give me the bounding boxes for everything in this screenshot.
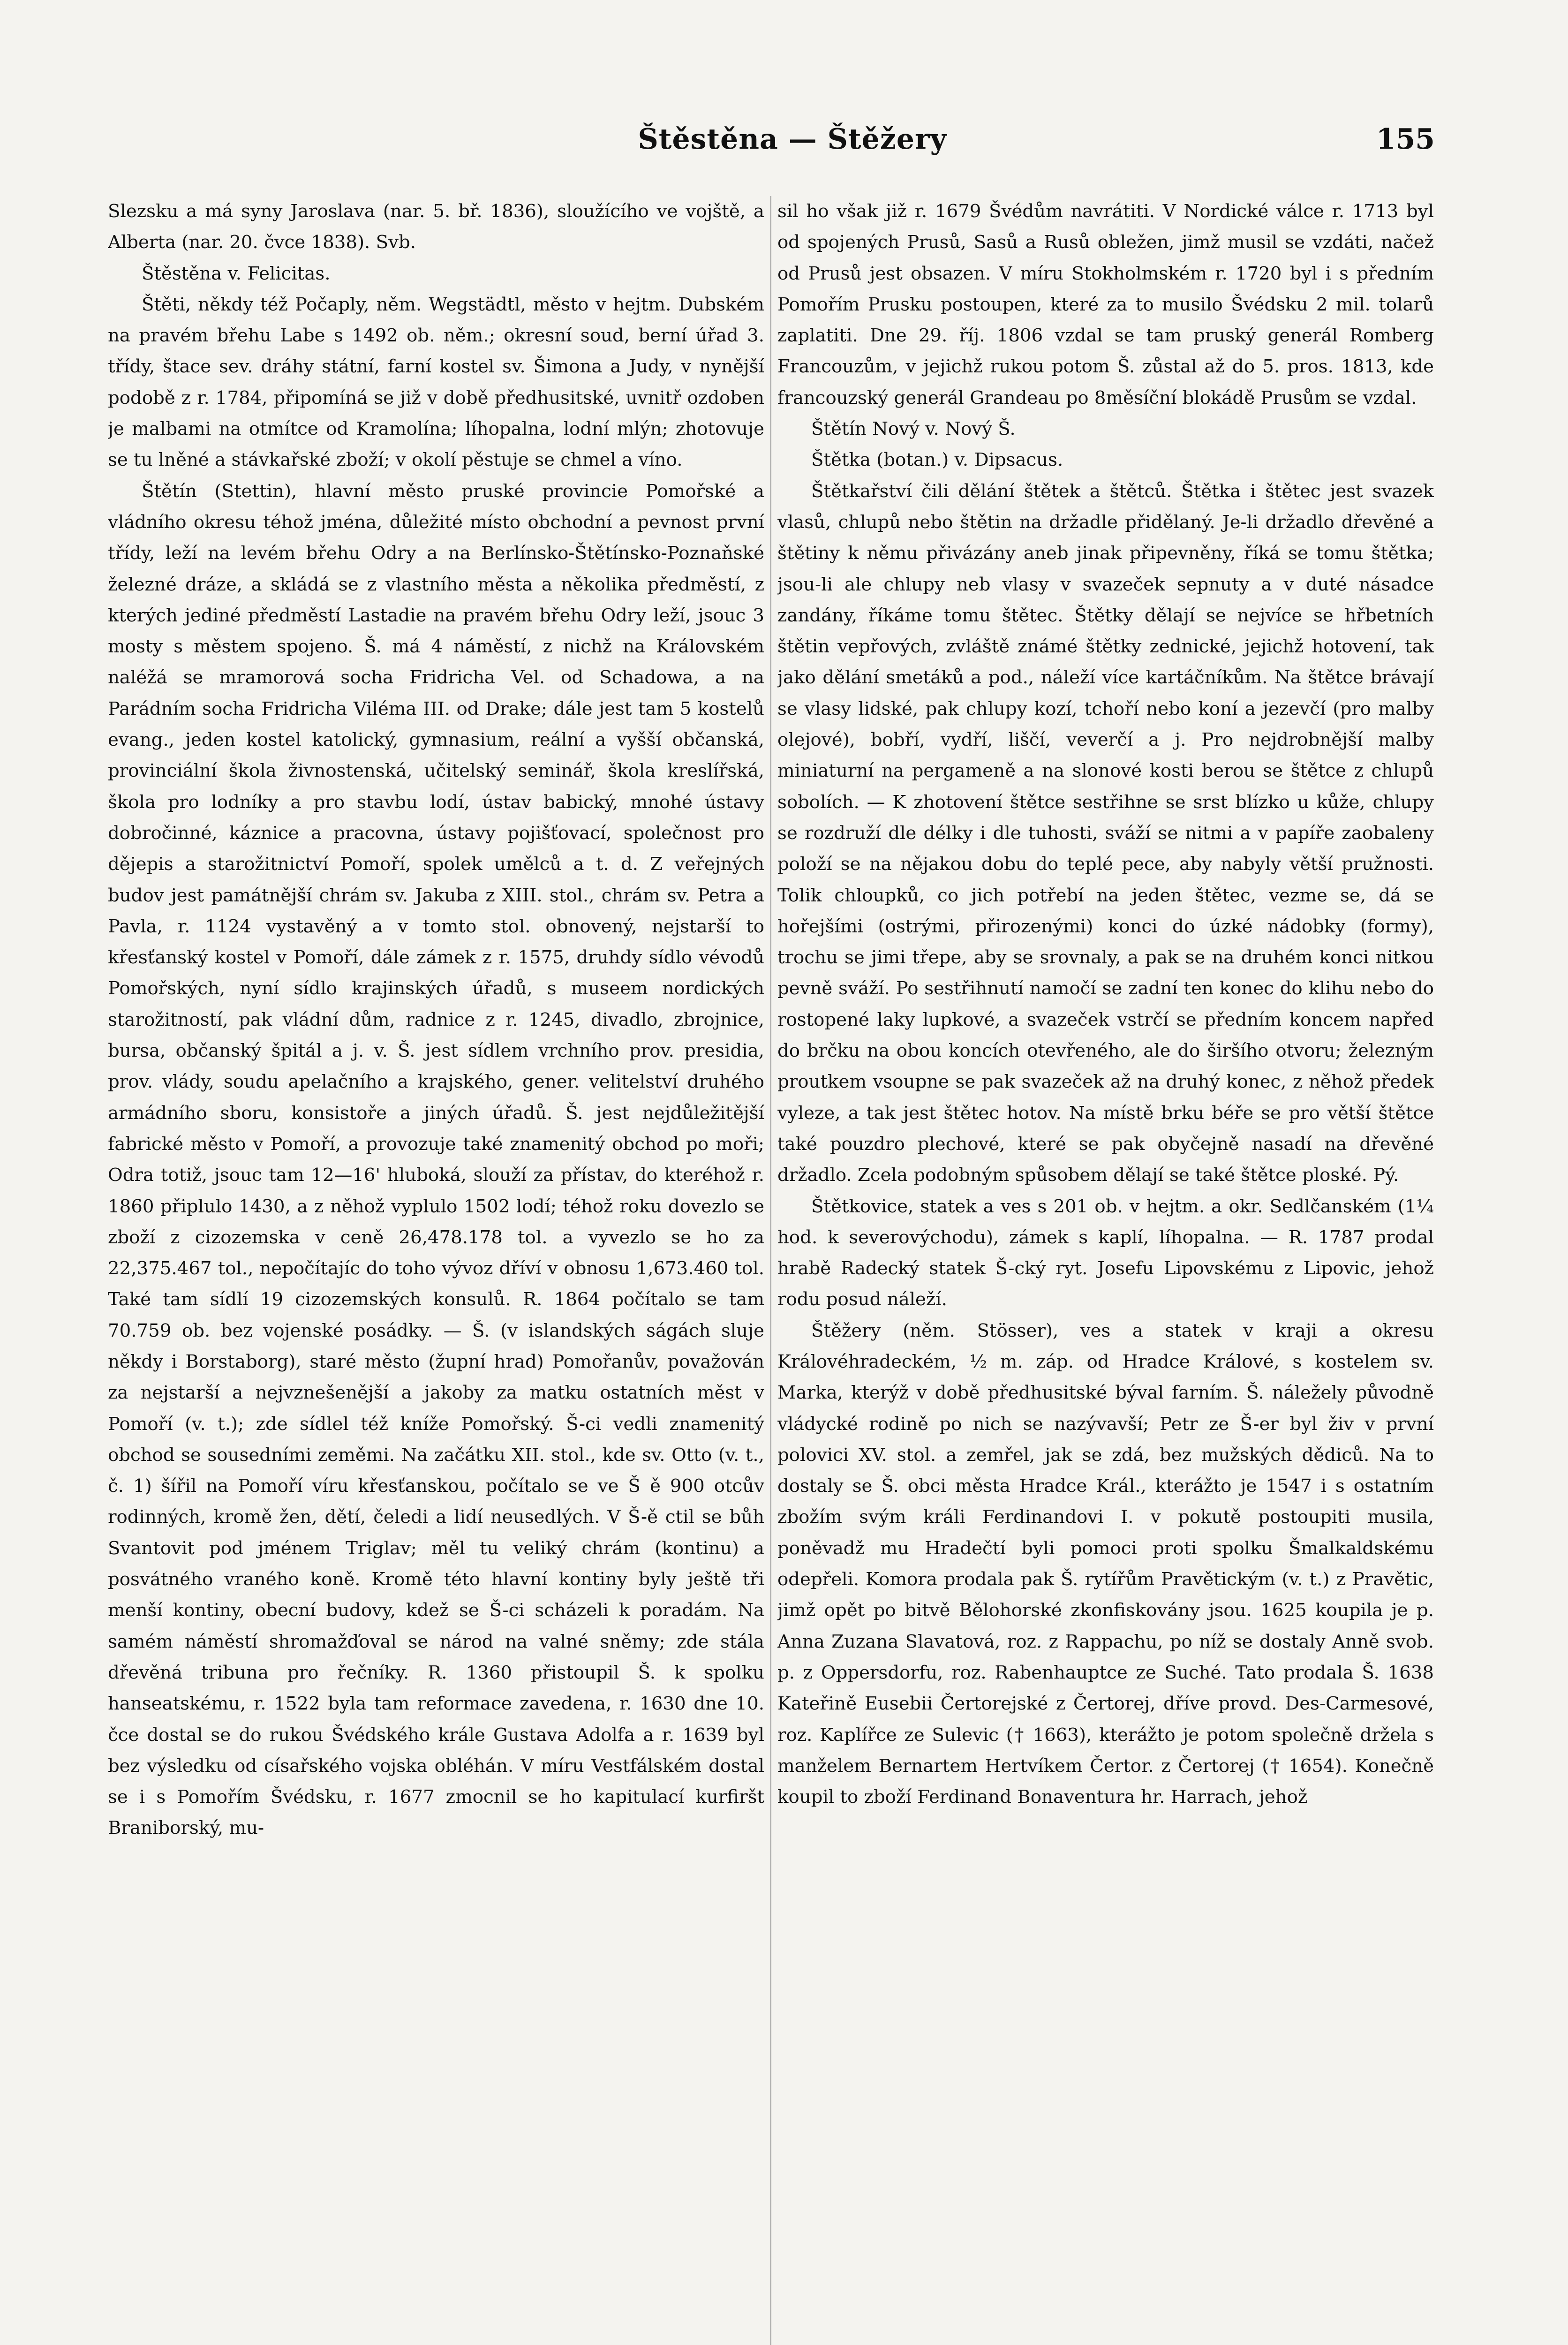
- page-header-title: Štěstěna — Štěžery: [638, 123, 947, 156]
- entry-stetin: Štětín (Stettin), hlavní město pruské provincie Pomořské a vládního okresu téhož jména, důležité místo obchodní a pevnost první třídy, leží na levém břehu Odry a na Berlínsko-Štětínsko-Poznaňské železné dráze, a skládá se z vlastního města a několika předměstí, z kterých jediné předměstí Lastadie na pravém břehu Odry leží, jsouc 3 mosty s městem spojeno. Š. má 4 náměstí, z nichž na Královském naléžá se mramorová socha Fridricha Vel. od Schadowa, a na Parádním socha Fridricha Viléma III. od Drake; dále jest tam 5 kostelů evang., jeden kostel katolický, gymnasium, reální a vyšší občanská, provinciální škola živnostenská, učitelský seminář, škola kreslířská, škola pro lodníky a pro stavbu lodí, ústav babický, mnohé ústavy dobročinné, káznice a pracovna, ústavy pojišťovací, společnost pro dějepis a starožitnictví Pomoří, spolek umělců a t. d. Z veřejných budov jest památnější chrám sv. Jakuba z XIII. stol., chrám sv. Petra a Pavla, r. 1124 vystavěný a v tomto stol. obnovený, nejstarší to křesťanský kostel v Pomoří, dále zámek z r. 1575, druhdy sídlo vévodů Pomořských, nyní sídlo krajinských úřadů, s museem nordických starožitností, pak vládní dům, radnice z r. 1245, divadlo, zbrojnice, bursa, občanský špitál a j. v. Š. jest sídlem vrchního prov. presidia, prov. vlády, soudu apelačního a krajského, gener. velitelství druhého armádního sboru, konsistoře a jiných úřadů. Š. jest nejdůležitější fabrické město v Pomoří, a provozuje také znamenitý obchod po moři; Odra totiž, jsouc tam 12—16' hluboká, slouží za přístav, do kteréhož r. 1860 připlulo 1430, a z něhož vyplulo 1502 lodí; téhož roku dovezlo se zboží z cizozemska v ceně 26,478.178 tol. a vyvezlo se ho za 22,375.467 tol., nepočítajíc do toho vývoz dříví v obnosu 1,673.460 tol. Také tam sídlí 19 cizozemských konsulů. R. 1864 počítalo se tam 70.759 ob. bez vojenské posádky. — Š. (v islandských ságách sluje někdy i Borstaborg), staré město (župní hrad) Pomořanův, považován za nejstarší a nejvznešenější a jakoby za matku ostatních měst v Pomoří (v. t.); zde sídlel též kníže Pomořský. Š-ci vedli znamenitý obchod se sousedními zeměmi. Na začátku XII. stol., kde sv. Otto (v. t., č. 1) šířil na Pomoří víru křesťanskou, počítalo se ve Š ě 900 otcův rodinných, kromě žen, dětí, čeledi a lidí neusedlých. V Š-ě ctil se bůh Svantovit pod jménem Triglav; měl tu veliký chrám (kontinu) a posvátného vraného koně. Kromě této hlavní kontiny byly ještě tři menší kontiny, obecní budovy, kdež se Š-ci scházeli k poradám. Na samém náměstí shromažďoval se národ na valné sněmy; zde stála dřevěná tribuna pro řečníky. R. 1360 přistoupil Š. k spolku hanseatskému, r. 1522 byla tam reformace zavedena, r. 1630 dne 10. čce dostal se do rukou Švédského krále Gustava Adolfa a r. 1639 byl bez výsledku od císařského vojska obléhán. V míru Vestfálském dostal se i s Pomořím Švédsku, r. 1677 zmocnil se ho kapitulací kurfiršt Braniborský, mu-: [108, 480, 764, 1839]
- column-divider: [770, 196, 771, 2345]
- entry-stetka: Štětka (botan.) v. Dipsacus.: [811, 449, 1063, 471]
- entry-stetin-novy: Štětín Nový v. Nový Š.: [811, 418, 1016, 440]
- entry-stezery: Štěžery (něm. Stösser), ves a statek v kraji a okresu Královéhradeckém, ½ m. záp. od Hradce Králové, s kostelem sv. Marka, kterýž v době předhusitské býval farním. Š. náležely původně vládycké rodině po nich se nazývavší; Petr ze Š-er byl živ v první polovici XV. stol. a zemřel, jak se zdá, bez mužských dědiců. Na to dostaly se Š. obci města Hradce Král., kterážto je 1547 i s ostatním zbožím svým králi Ferdinandovi I. v pokutě postoupiti musila, poněvadž mu Hradečtí byli pomoci proti spolku Šmalkaldskému odepřeli. Komora prodala pak Š. rytířům Pravětickým (v. t.) z Pravětic, jimž opět po bitvě Bělohorské zkonfiskovány jsou. 1625 koupila je p. Anna Zuzana Slavatová, roz. z Rappachu, po níž se dostaly Anně svob. p. z Oppersdorfu, roz. Rabenhauptce ze Suché. Tato prodala Š. 1638 Kateřině Eusebii Čertorejské z Čertorej, dříve provd. Des-Carmesové, roz. Kaplířce ze Sulevic († 1663), kterážto je potom společně držela s manželem Bernartem Hertvíkem Čertor. z Čertorej († 1654). Konečně koupil to zboží Ferdinand Bonaventura hr. Harrach, jehož: [777, 1320, 1434, 1808]
- entry-continuation: Slezsku a má syny Jaroslava (nar. 5. bř. 1836), sloužícího ve vojště, a Alberta (nar. 20. čvce 1838). Svb.: [108, 201, 764, 253]
- left-text-column: [108, 196, 764, 2345]
- entry-stetin-continuation: sil ho však již r. 1679 Švédům navrátiti. V Nordické válce r. 1713 byl od spojených Prusů, Sasů a Rusů obležen, jimž musil se vzdáti, načež od Prusů jest obsazen. V míru Stokholmském r. 1720 byl i s předním Pomořím Prusku postoupen, které za to musilo Švédsku 2 mil. tolarů zaplatiti. Dne 29. říj. 1806 vzdal se tam pruský generál Romberg Francouzům, v jejichž rukou potom Š. zůstal až do 5. pros. 1813, kde francouzský generál Grandeau po 8měsíční blokádě Prusům se vzdal.: [777, 201, 1434, 408]
- page-number: 155: [1376, 123, 1435, 156]
- entry-steti: Štěti, někdy též Počaply, něm. Wegstädtl, město v hejtm. Dubském na pravém břehu Labe s 1492 ob. něm.; okresní soud, berní úřad 3. třídy, štace sev. dráhy státní, farní kostel sv. Šimona a Judy, v nynější podobě z r. 1784, připomíná se již v době předhusitské, uvnitř ozdoben je malbami na otmítce od Kramolína; líhopalna, lodní mlýn; zhotovuje se tu lněné a stávkařské zboží; v okolí pěstuje se chmel a víno.: [108, 294, 764, 471]
- right-text-column: [777, 196, 1434, 2345]
- entry-stetkarstvi: Štětkařství čili dělání štětek a štětců. Štětka i štětec jest svazek vlasů, chlupů nebo štětin na držadle přidělaný. Je-li držadlo dřevěné a štětiny k němu přivázány aneb jinak připevněny, říká se tomu štětka; jsou-li ale chlupy neb vlasy v svazeček sepnuty a v duté násadce zandány, říkáme tomu štětec. Štětky dělají se nejvíce se hřbetních štětin vepřových, zvláště známé štětky zednické, jejichž hotovení, tak jako dělání smetáků a pod., náleží více kartáčníkům. Na štětce brávají se vlasy lidské, pak chlupy kozí, tchoří nebo koní a jezevčí (pro malby olejové), bobří, vydří, liščí, veverčí a j. Pro nejdrobnější malby miniaturní na pergameně a na slonové kosti berou se štětce z chlupů sobolích. — K zhotovení štětce sestřihne se srst blízko u kůže, chlupy se rozdruží dle délky i dle tuhosti, sváží se nitmi a v papíře zaobaleny položí se na nějakou dobu do teplé pece, aby nabyly větší pružnosti. Tolik chloupků, co jich potřebí na jeden štětec, vezme se, dá se hořejšími (ostrými, přirozenými) konci do úzké nádobky (formy), trochu se jimi třepe, aby se srovnaly, a pak se na druhém konci nitkou pevně sváží. Po sestřihnutí namočí se zadní ten konec do klihu nebo do rostopené laky lupkové, a svazeček vstrčí se předním koncem napřed do brčku na obou koncích otevřeného, ale do širšího otvoru; železným proutkem vsoupne se pak svazeček až na druhý konec, z něhož předek vyleze, a tak jest štětec hotov. Na místě brku béře se pro větší štětce také pouzdro plechové, které se pak obyčejně nasadí na dřevěné držadlo. Zcela podobným spůsobem dělají se také štětce ploské. Pý.: [777, 480, 1434, 1186]
- entry-stestena: Štěstěna v. Felicitas.: [142, 263, 331, 284]
- entry-stetkovice: Štětkovice, statek a ves s 201 ob. v hejtm. a okr. Sedlčanském (1¼ hod. k severovýchodu), zámek s kaplí, líhopalna. — R. 1787 prodal hrabě Radecký statek Š-cký ryt. Josefu Lipovskému z Lipovic, jehož rodu posud náleží.: [777, 1195, 1434, 1310]
